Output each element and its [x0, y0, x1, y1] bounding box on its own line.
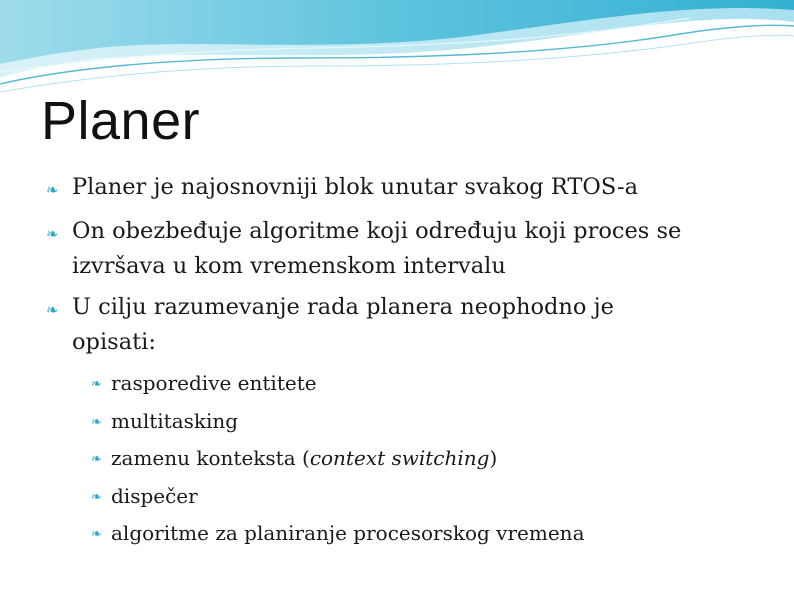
- sub-bullet-italic-term: context switching: [309, 446, 490, 470]
- page-title: Planer: [41, 91, 201, 151]
- sub-bullet-item: [91, 446, 498, 470]
- page-curl-icon: ❧: [46, 181, 59, 199]
- sub-bullet-text-end: ): [489, 446, 498, 470]
- sub-bullet-text: multitasking: [111, 409, 239, 433]
- page-curl-icon: ❧: [46, 225, 59, 243]
- sub-bullet-text: rasporedive entitete: [111, 371, 317, 395]
- page-curl-icon: ❧: [46, 301, 59, 319]
- page-curl-icon: ❧: [91, 490, 102, 505]
- page-curl-icon: ❧: [91, 527, 102, 542]
- sub-bullet-text: zamenu konteksta (: [111, 446, 310, 470]
- bullet-continuation: opisati:: [72, 329, 156, 355]
- sub-bullet-item: [91, 409, 239, 433]
- page-curl-icon: ❧: [91, 452, 102, 467]
- bullet-text: On obezbeđuje algoritme koji određuju koji proces se: [72, 218, 682, 244]
- bullet-continuation: izvršava u kom vremenskom intervalu: [72, 253, 506, 279]
- sub-bullet-item: [91, 371, 317, 395]
- page-curl-icon: ❧: [91, 415, 102, 430]
- sub-bullet-item: [91, 521, 585, 545]
- bullet-text: U cilju razumevanje rada planera neophodno je: [72, 294, 614, 320]
- bullet-item: [46, 294, 614, 320]
- sub-bullet-item: [91, 484, 198, 508]
- bullet-text: Planer je najosnovniji blok unutar svakog RTOS-a: [72, 174, 639, 200]
- sub-bullet-text: algoritme za planiranje procesorskog vremena: [111, 521, 585, 545]
- bullet-item: [46, 174, 639, 200]
- page-curl-icon: ❧: [91, 377, 102, 392]
- sub-bullet-text: dispečer: [111, 484, 198, 508]
- bullet-item: [46, 218, 682, 244]
